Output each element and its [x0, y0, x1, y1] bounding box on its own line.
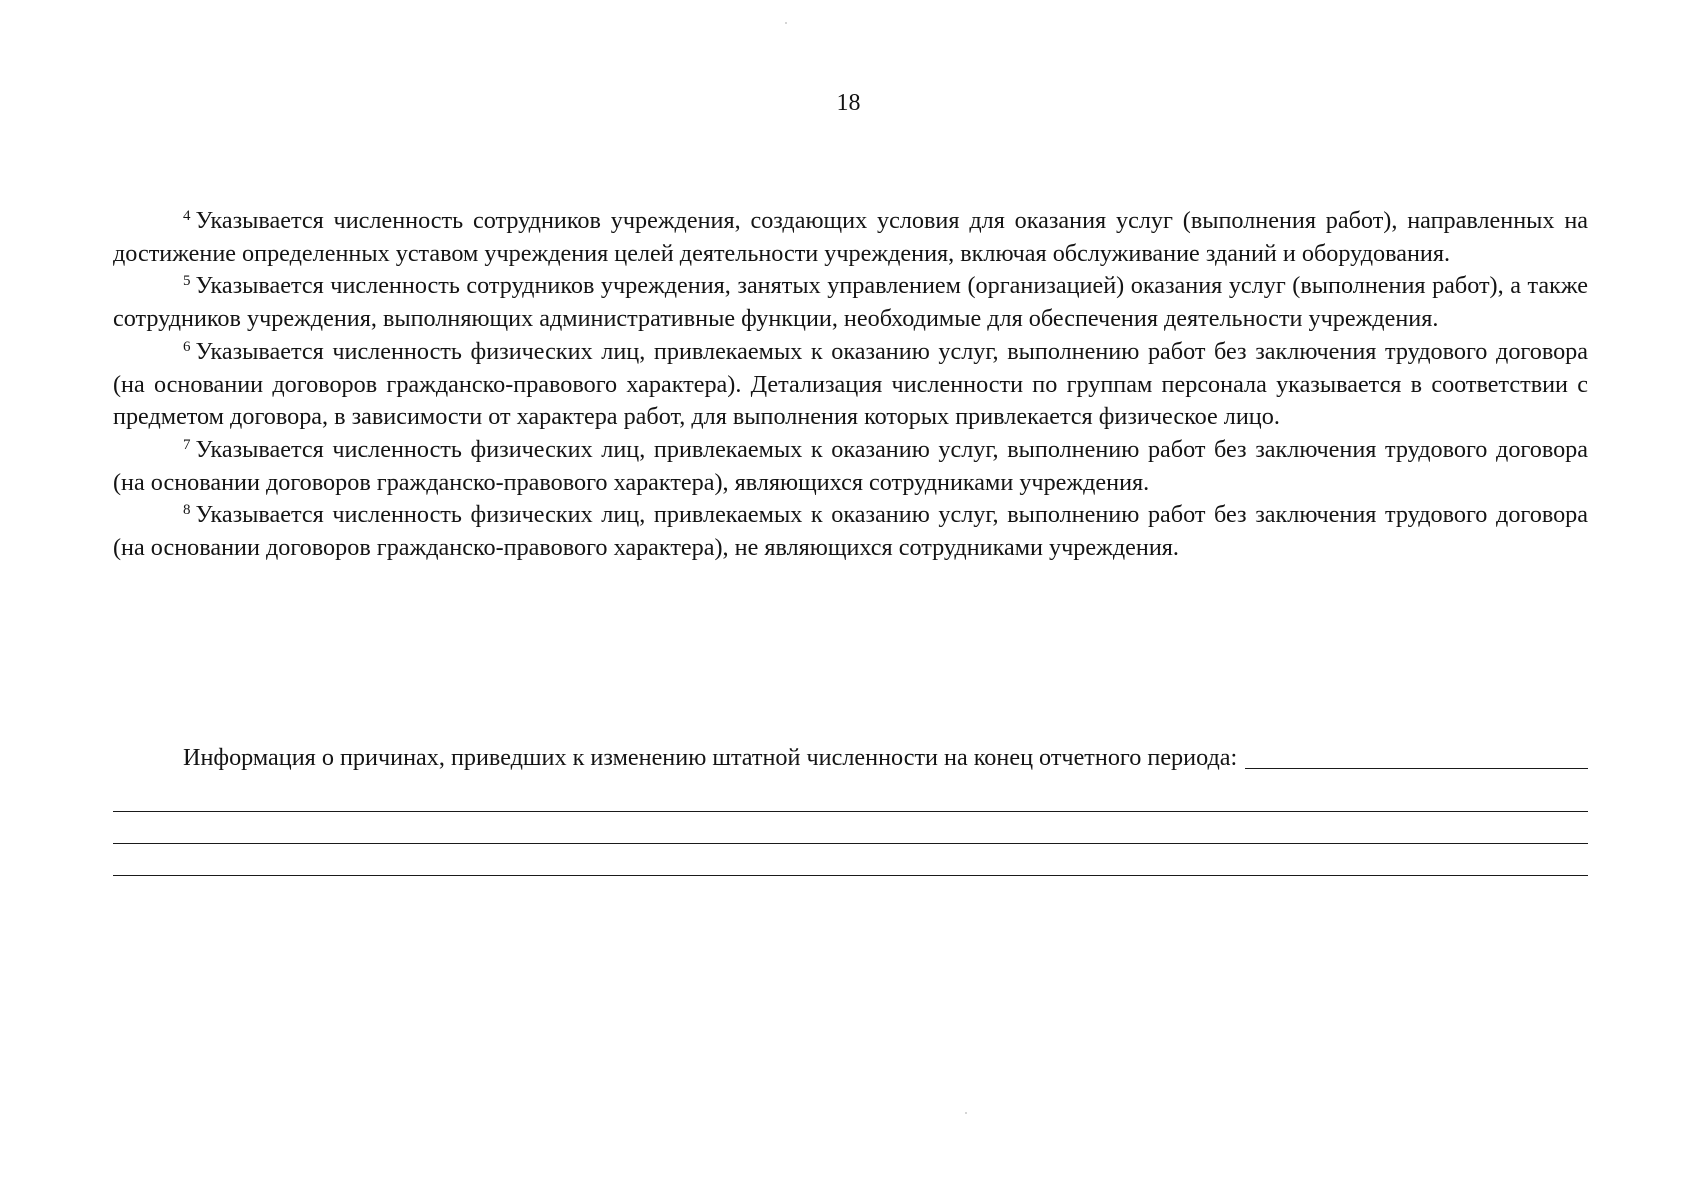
footnote-text: Указывается численность физических лиц, привлекаемых к оказанию услуг, выполнению работ без заключения трудового договора (на основании договоров гражданско-правового характера). Детализация численности по группам персонала указывается в соответствии с предметом договора, в зависимости от характера работ, для выполнения которых привлекается физическое лицо.: [113, 337, 1588, 431]
staff-change-info-section: [113, 742, 1588, 876]
fill-in-line-3[interactable]: [113, 875, 1588, 876]
footnote-marker: 8: [183, 502, 191, 519]
footnote-text: Указывается численность физических лиц, привлекаемых к оказанию услуг, выполнению работ без заключения трудового договора (на основании договоров гражданско-правового характера), являющихся сотрудниками учреждения.: [113, 435, 1588, 496]
footnote-6: [113, 336, 1588, 434]
footnote-text: Указывается численность сотрудников учреждения, создающих условия для оказания услуг (выполнения работ), направленных на достижение определенных уставом учреждения целей деятельности учреждения, включая обслуживание зданий и оборудования.: [113, 207, 1588, 267]
staff-change-info-line: [113, 742, 1588, 775]
staff-change-info-label: Информация о причинах, приведших к изменению штатной численности на конец отчетного периода:: [183, 744, 1238, 771]
scan-speck-top: [785, 22, 787, 24]
footnote-marker: 4: [183, 207, 191, 224]
footnote-7: [113, 434, 1588, 499]
footnote-marker: 7: [183, 436, 191, 453]
footnote-marker: 6: [183, 338, 191, 355]
footnote-8: [113, 499, 1588, 564]
footnote-text: Указывается численность сотрудников учреждения, занятых управлением (организацией) оказания услуг (выполнения работ), а также сотрудников учреждения, выполняющих административные функции, необходимые для обеспечения деятельности учреждения.: [113, 272, 1588, 333]
footnote-5: [113, 270, 1588, 335]
scan-speck-bottom: [965, 1112, 967, 1114]
staff-change-info-field[interactable]: [1245, 748, 1588, 769]
footnote-4: [113, 205, 1588, 270]
footnote-marker: 5: [183, 273, 191, 290]
page-number: 18: [836, 90, 861, 116]
footnotes-section: [113, 205, 1588, 565]
fill-in-line-1[interactable]: [113, 811, 1588, 812]
footnote-text: Указывается численность физических лиц, привлекаемых к оказанию услуг, выполнению работ без заключения трудового договора (на основании договоров гражданско-правового характера), не являющихся сотрудниками учреждения.: [113, 501, 1588, 562]
fill-in-line-2[interactable]: [113, 843, 1588, 844]
